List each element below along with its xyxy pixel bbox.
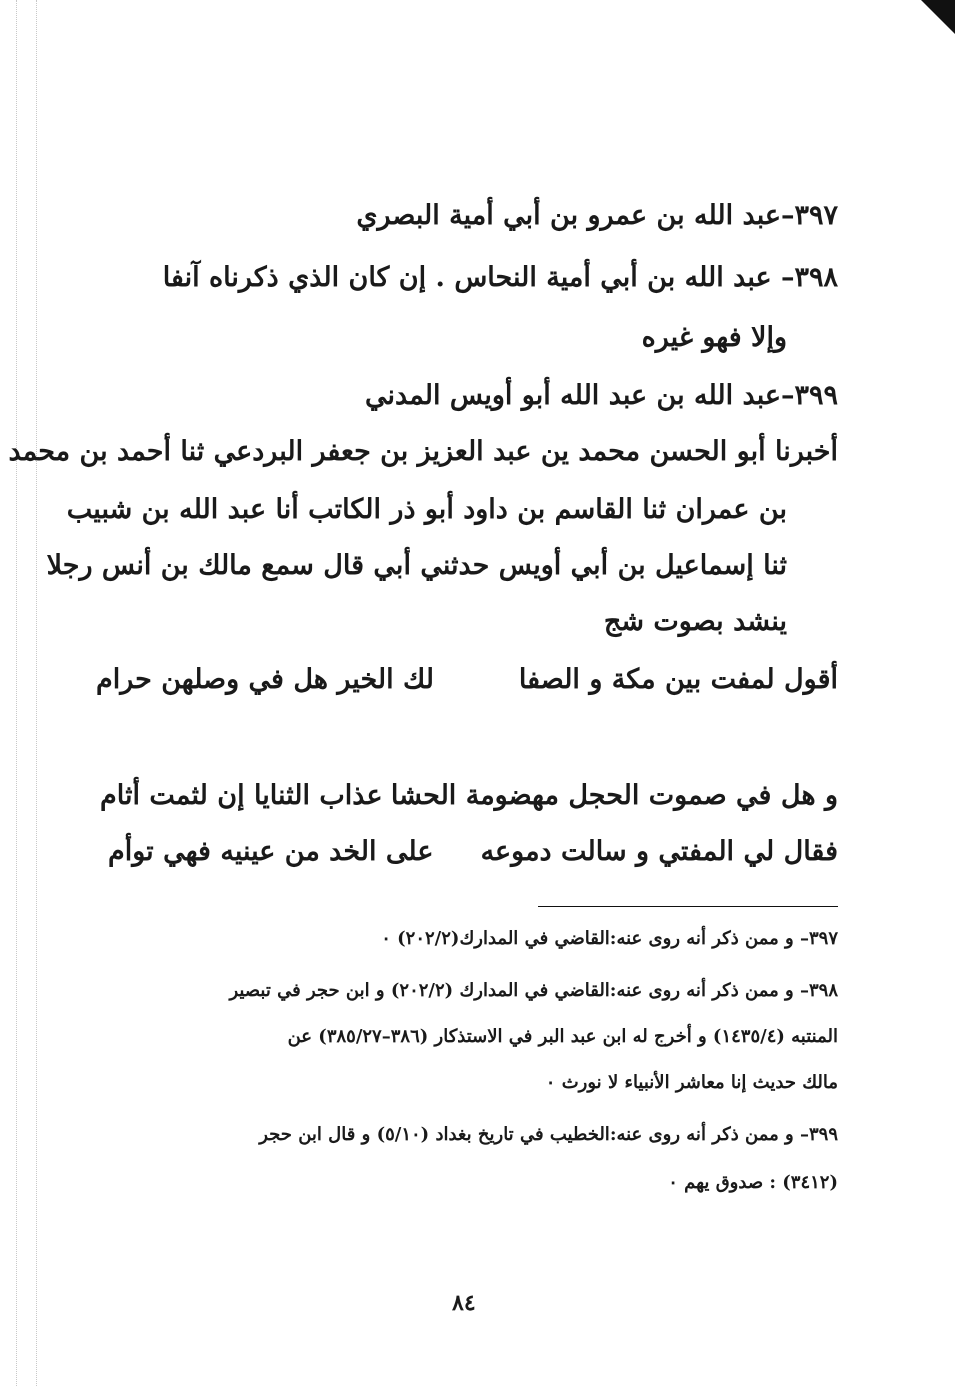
verse-hemistich-second: لك الخير هل في وصلهن حرام — [96, 664, 434, 695]
isnad-line: بن عمران ثنا القاسم بن داود أبو ذر الكاتب أنا عبد الله بن شبيب — [66, 494, 787, 525]
corner-mark — [921, 0, 955, 34]
isnad-line: أخبرنا أبو الحسن محمد ين عبد العزيز بن جعفر البردعي ثنا أحمد بن محمد — [8, 436, 838, 467]
verse-hemistich-first: فقال لي المفتي و سالت دموعه — [480, 836, 838, 867]
footnote-line: ٣٩٨– و ممن ذكر أنه روى عنه:القاضي في المدارك (٢٠٢/٢) و ابن حجر في تبصير — [229, 980, 838, 1001]
verse-hemistich-first: و هل في صموت الحجل مهضومة الحشا — [390, 780, 838, 811]
footnote-line: مالك حديث إنا معاشر الأنبياء لا نورث ٠ — [545, 1072, 838, 1093]
verse-hemistich-first: أقول لمفت بين مكة و الصفا — [518, 664, 838, 695]
entry-399: ٣٩٩–عبد الله بن عبد الله أبو أويس المدني — [365, 380, 838, 411]
scan-dots-left — [16, 0, 17, 1386]
entry-398-cont: وإلا فهو غيره — [641, 322, 787, 353]
footnote-line: (٣٤١٢) : صدوق يهم ٠ — [668, 1172, 838, 1193]
verse-hemistich-second: عذاب الثنايا إن لثمت أثام — [100, 780, 383, 811]
footnote-line: ٣٩٧– و ممن ذكر أنه روى عنه:القاضي في المدارك(٢٠٢/٢) ٠ — [381, 928, 838, 949]
footnote-line: المنتبه (١٤٣٥/٤) و أخرج له ابن عبد البر في الاستذكار (٣٨٦–٣٨٥/٢٧) عن — [287, 1026, 838, 1047]
scan-dots-left-2 — [36, 0, 37, 1386]
entry-398: ٣٩٨– عبد الله بن أبي أمية النحاس . إن كان الذي ذكرناه آنفا — [162, 262, 838, 293]
footnote-separator — [538, 906, 838, 907]
isnad-line: ينشد بصوت شج — [603, 606, 787, 637]
verse-hemistich-second: على الخد من عينيه فهي توأم — [108, 836, 434, 867]
isnad-line: ثنا إسماعيل بن أبي أويس حدثني أبي قال سمع مالك بن أنس رجلا — [46, 550, 787, 581]
page-number: ٨٤ — [452, 1290, 476, 1316]
footnote-line: ٣٩٩– و ممن ذكر أنه روى عنه:الخطيب في تاريخ بغداد (٥/١٠) و قال ابن حجر — [259, 1124, 838, 1145]
entry-397: ٣٩٧–عبد الله بن عمرو بن أبي أمية البصري — [356, 200, 838, 231]
